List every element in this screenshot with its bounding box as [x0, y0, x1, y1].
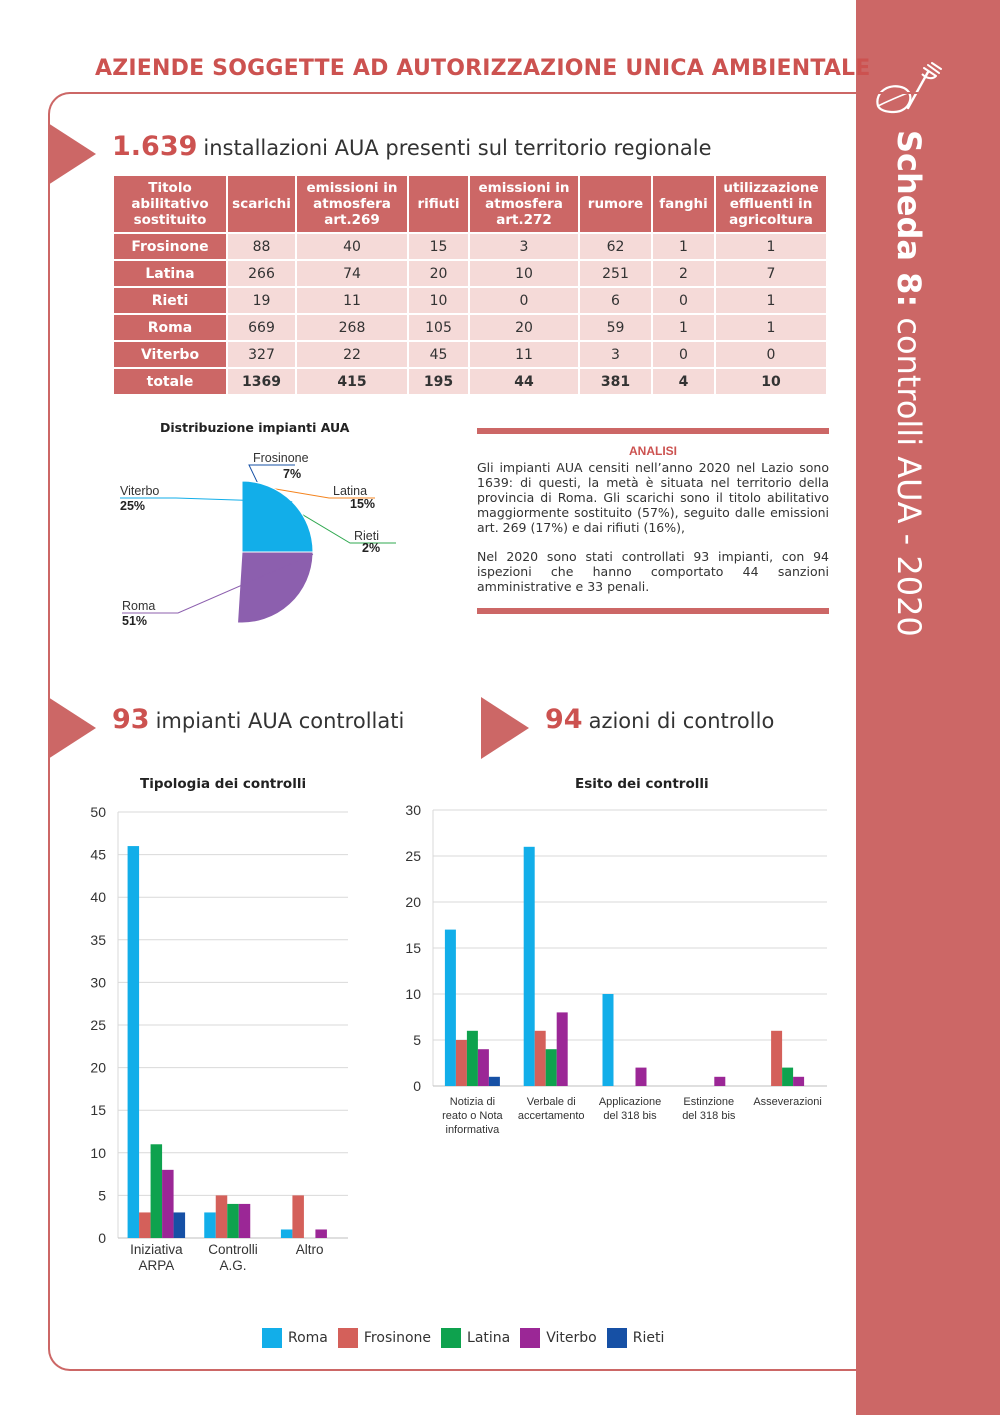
y-tick-label: 0: [98, 1230, 106, 1246]
table-cell: 1: [716, 234, 826, 259]
pie-label: Rieti: [354, 529, 380, 543]
row-label: Latina: [114, 261, 226, 286]
col-header: fanghi: [653, 176, 714, 232]
row-label: Roma: [114, 315, 226, 340]
table-header-row: [114, 176, 826, 232]
bar-frosinone: [535, 1031, 546, 1086]
legend-label: Viterbo: [546, 1330, 597, 1346]
table-cell: 327: [228, 342, 295, 367]
analysis-paragraph-2: Nel 2020 sono stati controllati 93 impianti, con 94 ispezioni che hanno comportato 44 sanzioni amministrative e 33 penali.: [477, 549, 829, 594]
section-3-text: azioni di controllo: [588, 709, 775, 733]
pie-slice-viterbo: [242, 481, 313, 552]
x-tick-label: Notizia di: [449, 1096, 496, 1108]
bar-viterbo: [162, 1170, 174, 1238]
col-header: scarichi: [228, 176, 295, 232]
x-tick-label: del 318 bis: [603, 1110, 657, 1122]
bar-latina: [467, 1031, 478, 1086]
y-tick-label: 5: [98, 1187, 106, 1204]
table-cell: 11: [470, 342, 578, 367]
x-tick-label: accertamento: [517, 1110, 585, 1122]
side-title-rest: controlli AUA - 2020: [890, 307, 928, 637]
table-cell: 40: [297, 234, 407, 259]
table-cell: 1: [716, 288, 826, 313]
bar-roma: [204, 1212, 216, 1238]
legend-swatch: [441, 1328, 461, 1348]
table-cell: 0: [653, 342, 714, 367]
table-cell: 2: [653, 261, 714, 286]
y-tick-label: 10: [405, 986, 421, 1002]
x-tick-label: Estinzione: [683, 1096, 735, 1108]
x-tick-label: A.G.: [219, 1258, 247, 1273]
pie-chart: [100, 440, 400, 640]
bar-roma: [128, 846, 140, 1238]
x-tick-label: Controlli: [208, 1242, 258, 1257]
table-cell: 268: [297, 315, 407, 340]
bar-viterbo: [714, 1077, 725, 1086]
table-cell: 20: [470, 315, 578, 340]
section-3-number: 94: [545, 704, 583, 735]
bar-rieti: [174, 1212, 186, 1238]
bar-chart-esito: [395, 800, 835, 1140]
table-cell: 381: [580, 369, 651, 394]
bar-viterbo: [557, 1012, 568, 1086]
x-tick-label: Altro: [295, 1242, 324, 1257]
x-tick-label: informativa: [445, 1124, 500, 1136]
col-header: emissioni in atmosfera art.272: [470, 176, 578, 232]
legend-swatch: [338, 1328, 358, 1348]
y-tick-label: 50: [90, 804, 106, 820]
pie-label: Roma: [122, 599, 156, 613]
pie-label: Latina: [333, 484, 368, 498]
table-cell: 74: [297, 261, 407, 286]
analysis-top-rule: [477, 428, 829, 434]
table-total-row: [114, 369, 826, 394]
bar-viterbo: [315, 1229, 327, 1238]
row-label: Rieti: [114, 288, 226, 313]
bar-rieti: [489, 1077, 500, 1086]
legend-label: Rieti: [632, 1330, 665, 1346]
table-cell: 62: [580, 234, 651, 259]
legend-label: Frosinone: [363, 1330, 432, 1346]
table-cell: 0: [470, 288, 578, 313]
table-cell: 3: [470, 234, 578, 259]
y-tick-label: 20: [90, 1059, 106, 1076]
table-cell: 415: [297, 369, 407, 394]
y-tick-label: 45: [90, 846, 106, 863]
chart-1-title: Tipologia dei controlli: [140, 776, 307, 792]
bar-viterbo: [793, 1077, 804, 1086]
section-marker-1: [48, 123, 96, 185]
table-cell: 1369: [228, 369, 295, 394]
table-cell: 0: [716, 342, 826, 367]
section-3-heading: [545, 704, 774, 735]
page-title: AZIENDE SOGGETTE AD AUTORIZZAZIONE UNICA AMBIENTALE: [95, 56, 871, 81]
legend-swatch: [262, 1328, 282, 1348]
table-row: [114, 234, 826, 259]
x-tick-label: reato o Nota: [442, 1110, 503, 1122]
legend-item: [262, 1328, 328, 1348]
table-cell: 266: [228, 261, 295, 286]
table-cell: 0: [653, 288, 714, 313]
pie-chart-title: Distribuzione impianti AUA: [160, 420, 350, 435]
bar-latina: [227, 1204, 239, 1238]
table-cell: 22: [297, 342, 407, 367]
y-tick-label: 10: [90, 1144, 106, 1161]
table-row: [114, 315, 826, 340]
x-tick-label: Iniziativa: [130, 1242, 183, 1257]
y-tick-label: 25: [90, 1017, 106, 1033]
table-cell: 19: [228, 288, 295, 313]
pie-percent: 15%: [350, 497, 376, 511]
table-cell: 10: [716, 369, 826, 394]
analysis-paragraph-1: Gli impianti AUA censiti nell’anno 2020 nel Lazio sono 1639: di questi, la metà è situata nel territorio della provincia di Roma. Gli scarichi sono il titolo abilitativo maggiormente sostituito (57%), seguito dalle emissioni art. 269 (17%) e dai rifiuti (16%),: [477, 460, 829, 535]
pie-percent: 51%: [122, 614, 148, 628]
y-tick-label: 20: [405, 894, 421, 910]
legend-item: [441, 1328, 510, 1348]
analysis-title: ANALISI: [629, 444, 677, 458]
y-tick-label: 40: [90, 889, 106, 906]
y-tick-label: 30: [90, 974, 106, 991]
bar-roma: [603, 994, 614, 1086]
bar-roma: [445, 930, 456, 1086]
y-tick-label: 15: [405, 940, 421, 956]
row-label: Viterbo: [114, 342, 226, 367]
bar-viterbo: [478, 1049, 489, 1086]
section-1-text: installazioni AUA presenti sul territorio regionale: [203, 136, 712, 160]
col-header: Titolo abilitativo sostituito: [114, 176, 226, 232]
side-title-bold: Scheda 8:: [890, 130, 928, 308]
pie-percent: 25%: [120, 499, 146, 513]
legend-item: [520, 1328, 596, 1348]
section-marker-3: [481, 697, 529, 759]
table-cell: 11: [297, 288, 407, 313]
table-cell: 195: [409, 369, 468, 394]
bar-viterbo: [636, 1068, 647, 1086]
pie-percent: 7%: [283, 467, 302, 481]
section-2-heading: [112, 704, 404, 735]
y-tick-label: 5: [413, 1032, 421, 1048]
bar-latina: [151, 1144, 163, 1238]
col-header: rumore: [580, 176, 651, 232]
x-tick-label: del 318 bis: [682, 1110, 736, 1122]
bar-chart-tipologia: [70, 800, 360, 1280]
x-tick-label: Applicazione: [598, 1096, 662, 1108]
table-cell: 6: [580, 288, 651, 313]
col-header: rifiuti: [409, 176, 468, 232]
table-cell: 10: [470, 261, 578, 286]
table-row: [114, 342, 826, 367]
legend-swatch: [607, 1328, 627, 1348]
bar-latina: [546, 1049, 557, 1086]
table-cell: 7: [716, 261, 826, 286]
bar-frosinone: [292, 1195, 304, 1238]
table-cell: 20: [409, 261, 468, 286]
bar-roma: [281, 1229, 293, 1238]
table-cell: 88: [228, 234, 295, 259]
table-cell: 1: [653, 234, 714, 259]
y-tick-label: 25: [405, 848, 421, 864]
bar-frosinone: [139, 1212, 151, 1238]
section-1-number: 1.639: [112, 131, 198, 162]
table-cell: 59: [580, 315, 651, 340]
table-cell: 44: [470, 369, 578, 394]
analysis-bottom-rule: [477, 608, 829, 614]
section-marker-2: [48, 697, 96, 759]
table-cell: 10: [409, 288, 468, 313]
section-1-heading: [112, 131, 712, 162]
y-tick-label: 30: [405, 802, 421, 818]
x-tick-label: Verbale di: [526, 1096, 576, 1108]
y-tick-label: 15: [90, 1102, 106, 1119]
table-cell: 1: [653, 315, 714, 340]
bar-frosinone: [456, 1040, 467, 1086]
table-cell: 45: [409, 342, 468, 367]
table-cell: 251: [580, 261, 651, 286]
section-2-number: 93: [112, 704, 150, 735]
legend-item: [338, 1328, 431, 1348]
x-tick-label: ARPA: [138, 1258, 175, 1273]
table-cell: 669: [228, 315, 295, 340]
bar-viterbo: [239, 1204, 251, 1238]
table-cell: 15: [409, 234, 468, 259]
table-cell: 105: [409, 315, 468, 340]
chart-legend: [262, 1328, 674, 1348]
table-row: [114, 261, 826, 286]
aua-table: [112, 174, 828, 396]
legend-item: [607, 1328, 665, 1348]
y-tick-label: 0: [413, 1078, 421, 1094]
analysis-box: [477, 428, 829, 614]
bar-roma: [524, 847, 535, 1086]
section-2-text: impianti AUA controllati: [155, 709, 405, 733]
table-cell: 1: [716, 315, 826, 340]
y-tick-label: 35: [90, 931, 106, 948]
x-tick-label: Asseverazioni: [753, 1096, 822, 1108]
pie-label: Frosinone: [253, 451, 309, 465]
bar-latina: [782, 1068, 793, 1086]
legend-label: Roma: [288, 1330, 328, 1346]
legend-label: Latina: [467, 1330, 511, 1346]
pie-percent: 2%: [362, 541, 381, 555]
bar-frosinone: [216, 1195, 228, 1238]
pie-label: Viterbo: [120, 484, 160, 498]
row-label: totale: [114, 369, 226, 394]
col-header: utilizzazione effluenti in agricoltura: [716, 176, 826, 232]
table-row: [114, 288, 826, 313]
row-label: Frosinone: [114, 234, 226, 259]
col-header: emissioni in atmosfera art.269: [297, 176, 407, 232]
bar-frosinone: [771, 1031, 782, 1086]
table-cell: 3: [580, 342, 651, 367]
chart-2-title: Esito dei controlli: [575, 776, 709, 792]
table-cell: 4: [653, 369, 714, 394]
legend-swatch: [520, 1328, 540, 1348]
